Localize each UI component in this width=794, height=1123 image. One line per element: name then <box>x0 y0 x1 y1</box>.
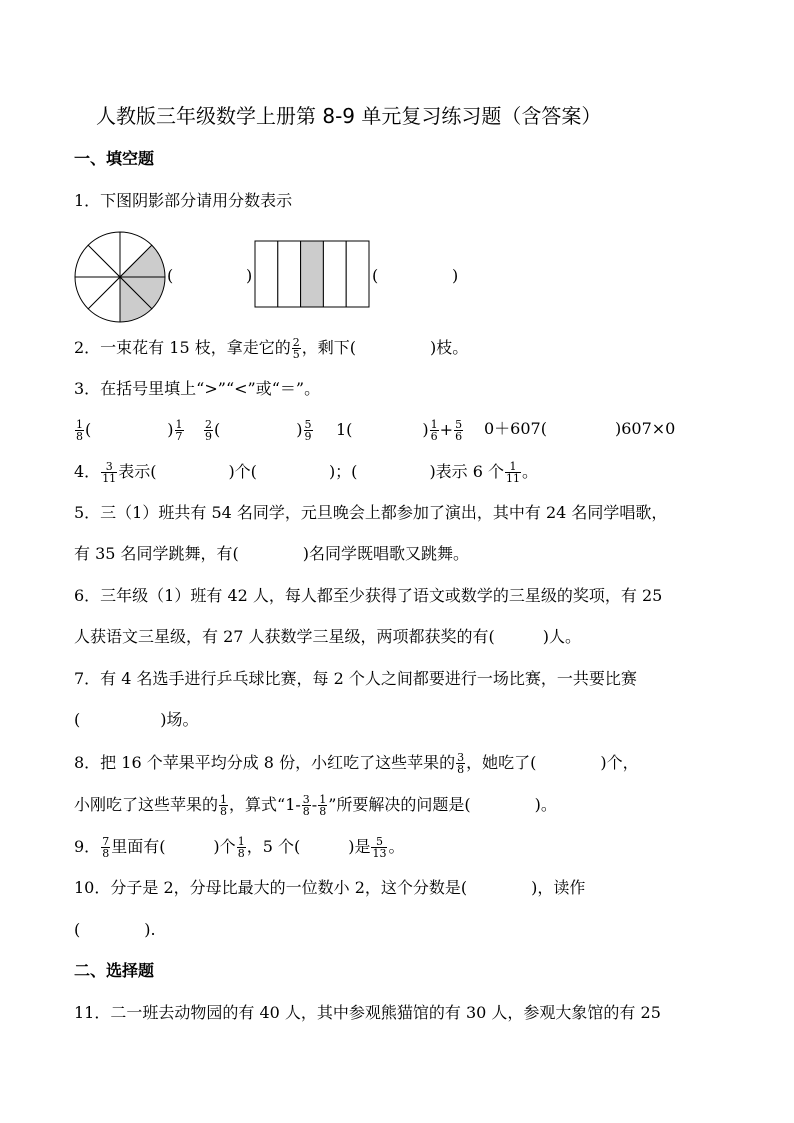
fraction: $\frac{1}{7}$ <box>175 418 183 443</box>
fraction: $\frac{1}{8}$ <box>76 418 83 443</box>
fraction: $\frac{1}{8}$ <box>220 793 228 818</box>
q1-paren-open-2: ( <box>372 266 379 285</box>
section-heading-choice: 二、选择题 <box>74 961 155 980</box>
question-7-line-2: ( )场。 <box>74 710 199 729</box>
question-11-line-1: 11．二一班去动物园的有 40 人，其中参观熊猫馆的有 30 人，参观大象馆的有 25 <box>74 1003 661 1022</box>
rectangle-part <box>278 241 301 307</box>
q1-paren-close-2: ) <box>452 266 459 285</box>
q2-text-a: 2．一束花有 15 枝，拿走它的 <box>74 338 291 357</box>
q2-text-b: ，剩下( <box>301 338 356 357</box>
rectangle-part <box>301 241 324 307</box>
question-7-line-1: 7．有 4 名选手进行乒乓球比赛，每 2 个人之间都要进行一场比赛，一共要比赛 <box>74 669 637 688</box>
question-5-line-1: 5．三（1）班共有 54 名同学，元旦晚会上都参加了演出，其中有 24 名同学唱歌， <box>74 503 668 522</box>
question-9: 9． $\frac{7}{8}$ 里面有( )个 $\frac{1}{8}$ ，5 个( )是 $\frac{5}{13}$ 。 <box>74 835 405 860</box>
fraction: $\frac{3}{11}$ <box>102 460 117 485</box>
question-6-line-1: 6．三年级（1）班有 42 人，每人都至少获得了语文或数学的三星级的奖项，有 25 <box>74 586 663 605</box>
question-10-line-2: ( ). <box>74 920 156 939</box>
question-4: 4． $\frac{3}{11}$ 表示( )个( )；( )表示 6 个 $\frac{1}{11}$ 。 <box>74 460 539 485</box>
question-1: 1．下图阴影部分请用分数表示 <box>74 191 293 210</box>
fraction: $\frac{1}{8}$ <box>237 835 245 860</box>
q3-expr-4: 0＋607( )607×0 <box>484 419 676 438</box>
rectangle-part <box>323 241 346 307</box>
fraction: $\frac{2}{9}$ <box>205 418 212 443</box>
fraction: $\frac{1}{6}$ <box>430 418 438 443</box>
question-5-line-2: 有 35 名同学跳舞，有( )名同学既唱歌又跳舞。 <box>74 544 470 563</box>
fraction: $\frac{3}{8}$ <box>302 793 310 818</box>
fraction: $\frac{2}{5}$ <box>292 336 300 361</box>
question-3: 3．在括号里填上“>”“<”或“＝”。 <box>74 379 321 398</box>
fraction: $\frac{7}{8}$ <box>102 835 110 860</box>
section-heading-fill: 一、填空题 <box>74 149 155 168</box>
question-8-line-1: 8．把 16 个苹果平均分成 8 份，小红吃了这些苹果的 $\frac{3}{8}$ ，她吃了( )个， <box>74 751 639 776</box>
rectangle-figure <box>254 240 370 308</box>
fraction: $\frac{1}{11}$ <box>506 460 521 485</box>
question-2 <box>74 337 468 360</box>
question-8-line-2: 小刚吃了这些苹果的 $\frac{1}{8}$ ，算式“1- $\frac{3}{8}$ - $\frac{1}{8}$ ”所要解决的问题是( )。 <box>74 793 557 818</box>
fraction: $\frac{5}{13}$ <box>372 835 387 860</box>
q1-paren-close-1: ) <box>246 266 253 285</box>
q3-expr-1: $\frac{1}{8}$ ( ) $\frac{1}{7}$ <box>76 418 183 443</box>
rectangle-part <box>346 241 369 307</box>
fraction: $\frac{5}{6}$ <box>455 418 463 443</box>
q3-expr-3: 1( ) $\frac{1}{6}$ + $\frac{5}{6}$ <box>336 418 463 443</box>
page-title: 人教版三年级数学上册第 8-9 单元复习练习题（含答案） <box>96 104 602 128</box>
fraction: $\frac{5}{9}$ <box>304 418 312 443</box>
rectangle-part <box>255 241 278 307</box>
q2-text-c: )枝。 <box>429 338 469 357</box>
question-6-line-2: 人获语文三星级，有 27 人获数学三星级，两项都获奖的有( )人。 <box>74 627 582 646</box>
question-10-line-1: 10．分子是 2，分母比最大的一位数小 2，这个分数是( )，读作 <box>74 878 586 897</box>
circle-figure <box>73 230 167 324</box>
q1-paren-open-1: ( <box>167 266 174 285</box>
fraction: $\frac{3}{8}$ <box>457 751 465 776</box>
q3-expr-2: $\frac{2}{9}$ ( ) $\frac{5}{9}$ <box>205 418 312 443</box>
fraction: $\frac{1}{8}$ <box>319 793 327 818</box>
